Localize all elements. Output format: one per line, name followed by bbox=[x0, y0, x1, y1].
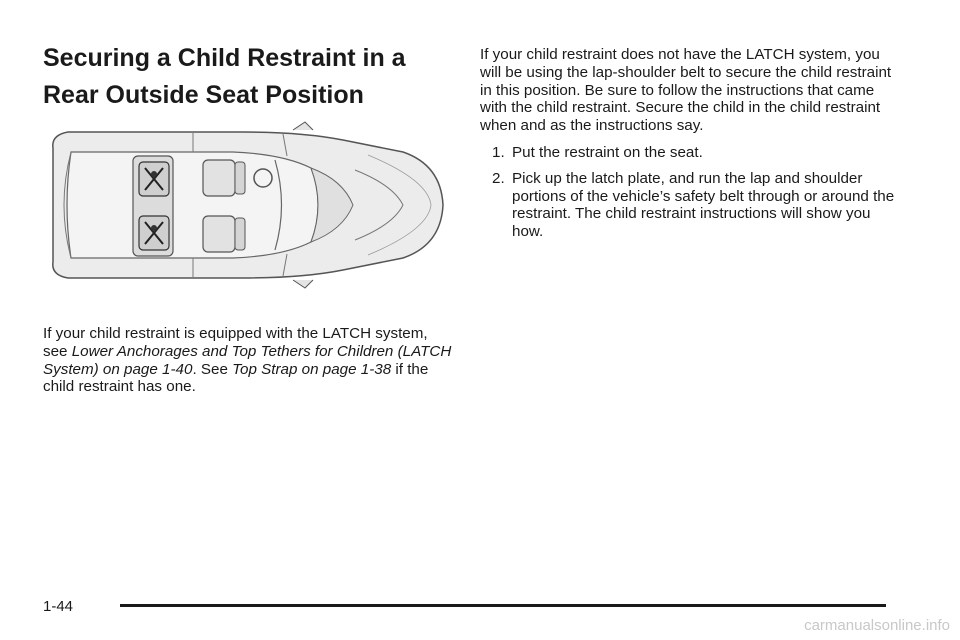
step-text: Pick up the latch plate, and run the lap and shoulder portions of the vehicle’s safety belt through or around the restraint. The child restraint instructions will show you how. bbox=[512, 169, 895, 241]
latch-text-part3: if the child restraint has one. bbox=[43, 360, 429, 396]
watermark: carmanualsonline.info bbox=[804, 617, 950, 634]
step-item bbox=[480, 170, 900, 241]
latch-text-part1: If your child restraint is equipped with the LATCH system, see bbox=[43, 325, 428, 360]
page-number: 1-44 bbox=[43, 598, 74, 615]
right-column bbox=[480, 46, 900, 249]
top-strap-reference-link[interactable]: Top Strap on page 1-38 bbox=[232, 360, 392, 378]
page-heading: Securing a Child Restraint in a Rear Outside Seat Position bbox=[43, 44, 406, 109]
left-column bbox=[43, 40, 453, 114]
car-top-view-icon bbox=[43, 110, 448, 300]
latch-reference-link[interactable]: Lower Anchorages and Top Tethers for Children (LATCH System) on page 1-40 bbox=[43, 342, 452, 378]
step-item bbox=[480, 144, 900, 162]
instruction-steps bbox=[480, 144, 900, 241]
no-latch-paragraph: If your child restraint does not have the LATCH system, you will be using the lap-shoulder belt to secure the child restraint in this position. Be sure to follow the instructions that came with the child restraint. Secure the child in the child restraint when and as the instructions say. bbox=[480, 46, 892, 135]
car-top-view-figure bbox=[43, 110, 448, 300]
step-number: 1. bbox=[492, 143, 505, 161]
step-text: Put the restraint on the seat. bbox=[512, 143, 703, 161]
step-number: 2. bbox=[492, 169, 505, 187]
latch-text-part2: . See bbox=[192, 360, 233, 378]
latch-paragraph bbox=[43, 325, 453, 396]
footer-rule bbox=[120, 604, 886, 607]
